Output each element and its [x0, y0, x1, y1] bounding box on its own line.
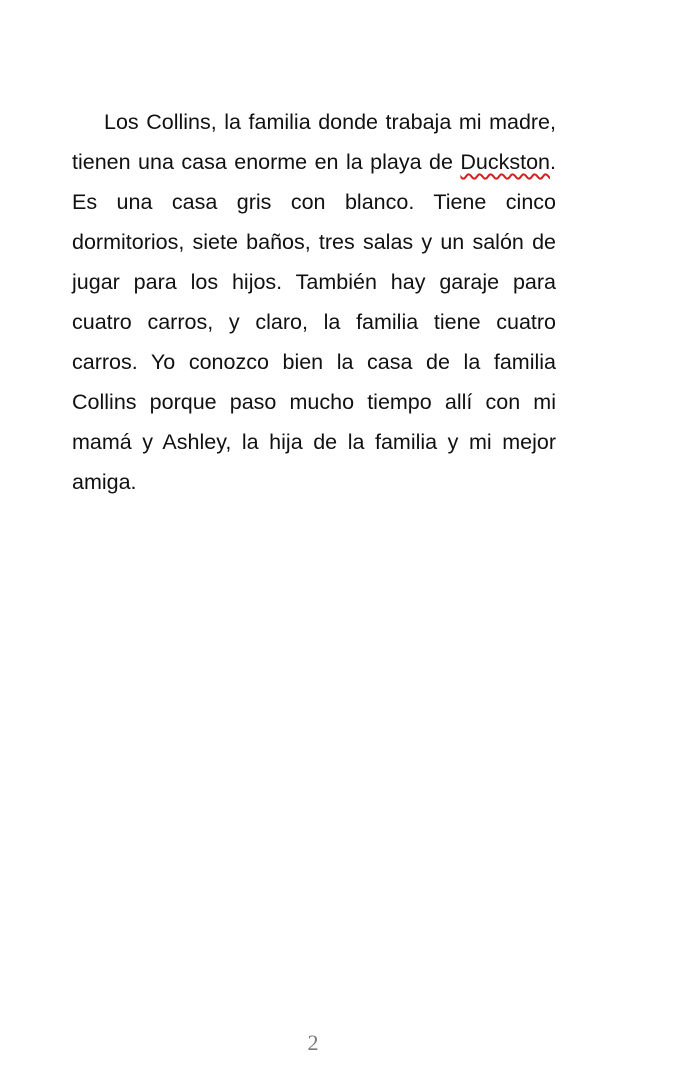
paragraph-text-start: Los Collins, la familia donde trabaja mi madre, tienen una casa enorme en la playa de: [72, 110, 556, 174]
paragraph-text-end: . Es una casa gris con blanco. Tiene cinco dormitorios, siete baños, tres salas y un salón de jugar para los hijos. También hay garaje para cuatro carros, y claro, la familia tiene cuatro carros. Yo conozco bien la casa de la familia Collins porque paso mucho tiempo allí con mi mamá y Ashley, la hija de la familia y mi mejor amiga.: [72, 150, 556, 494]
misspelled-word[interactable]: Duckston: [460, 150, 551, 174]
page-number: 2: [307, 1030, 319, 1055]
body-paragraph: [72, 102, 556, 502]
